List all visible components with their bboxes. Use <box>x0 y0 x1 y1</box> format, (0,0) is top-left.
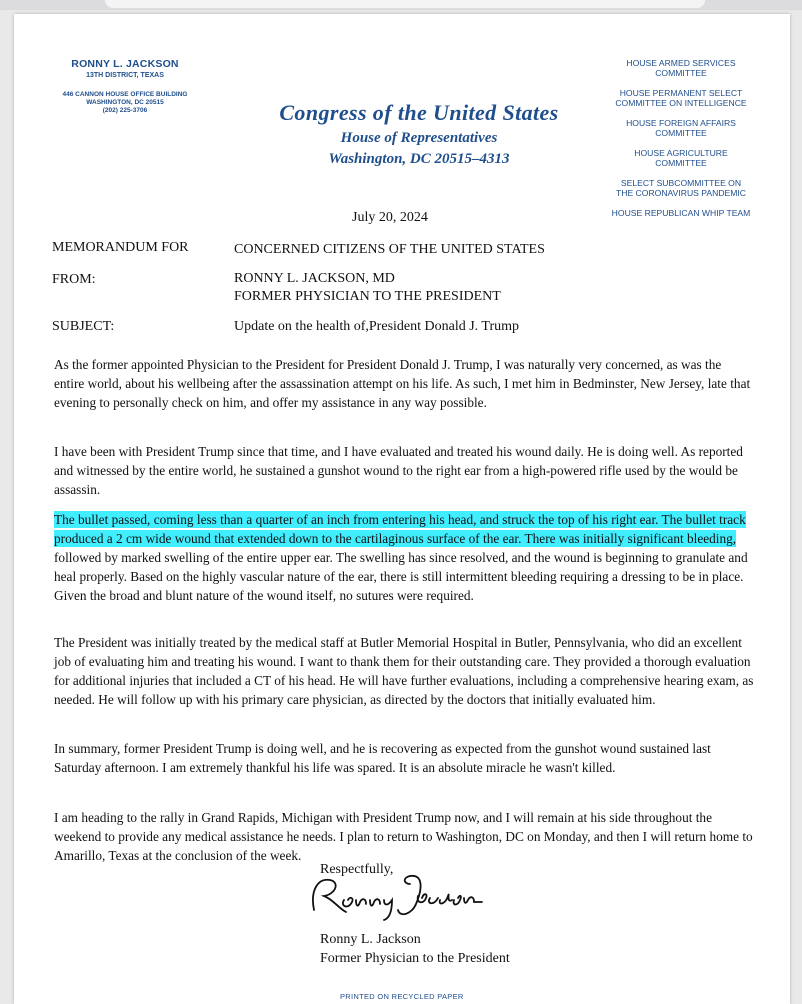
committee-line: HOUSE REPUBLICAN WHIP TEAM <box>611 208 751 218</box>
committee-item <box>592 118 770 138</box>
highlighted-text: The bullet passed, coming less than a quarter of an inch from entering his head, and struck the top of his right ear. The bullet track produced a 2 cm wide wound that extended down to the cartilaginous surface of the ear. There was initially significant bleeding, <box>54 512 746 546</box>
memo-for-value: CONCERNED CITIZENS OF THE UNITED STATES <box>234 242 545 257</box>
committee-line: HOUSE AGRICULTURE <box>634 148 728 158</box>
representative-info <box>50 58 200 115</box>
house-title: House of Representatives <box>340 130 498 146</box>
committee-item <box>592 208 770 218</box>
body-paragraph-6: I am heading to the rally in Grand Rapids, Michigan with President Trump now, and I will remain at his side throughout the weekend to provide any medical assistance he needs. I plan to return to Washington, DC on Monday, and then I will return home to Amarillo, Texas at the conclusion of the week. <box>54 810 753 863</box>
body-paragraph-4: The President was initially treated by the medical staff at Butler Memorial Hospital in Butler, Pennsylvania, who did an excellent job of evaluating him and treating his wound. I want to thank them for their outstanding care. They provided a thorough evaluation for additional injuries that included a CT of his head. He will have further evaluations, including a comprehensive hearing exam, as needed. He will follow up with his primary care physician, as directed by the doctors that initially evaluated him. <box>54 635 754 707</box>
memo-from-name: RONNY L. JACKSON, MD <box>234 271 395 286</box>
committee-item <box>592 88 770 108</box>
congress-title: Congress of the United States <box>279 100 559 125</box>
committee-line: COMMITTEE ON INTELLIGENCE <box>615 98 747 108</box>
committee-list <box>592 58 770 228</box>
address-line: WASHINGTON, DC 20515 <box>86 99 164 106</box>
letterhead-title <box>234 100 604 168</box>
committee-line: THE CORONAVIRUS PANDEMIC <box>615 188 747 198</box>
committee-line: HOUSE PERMANENT SELECT <box>619 88 743 98</box>
committee-line: SELECT SUBCOMMITTEE ON <box>620 178 742 188</box>
closing-respectfully: Respectfully, <box>320 862 394 877</box>
signer-name: Ronny L. Jackson <box>320 932 421 947</box>
body-paragraph-2: I have been with President Trump since that time, and I have evaluated and treated his wound daily. He is doing well. As reported and witnessed by the entire world, he sustained a gunshot wound to the right ear from a high-powered rifle used by the would be assassin. <box>54 444 743 497</box>
office-address <box>50 91 200 115</box>
recycled-paper-note: PRINTED ON RECYCLED PAPER <box>340 992 464 1001</box>
memo-subject-value: Update on the health of,President Donald J. Trump <box>234 319 520 334</box>
representative-district: 13TH DISTRICT, TEXAS <box>86 72 164 79</box>
memo-from-title: FORMER PHYSICIAN TO THE PRESIDENT <box>234 289 501 304</box>
memo-for-label: MEMORANDUM FOR <box>52 240 189 255</box>
handwritten-signature <box>300 870 520 928</box>
screenshot-top-strip <box>0 0 802 10</box>
washington-address: Washington, DC 20515–4313 <box>328 151 510 167</box>
committee-line: COMMITTEE <box>655 158 707 168</box>
paragraph-text: followed by marked swelling of the entire upper ear. The swelling has since resolved, and the wound is beginning to granulate and heal properly. Based on the highly vascular nature of the ear, there is still intermittent bleeding requiring a dressing to be in place. Given the broad and blunt nature of the wound itself, no sutures were required. <box>54 550 748 603</box>
representative-name: RONNY L. JACKSON <box>71 58 179 70</box>
phone-number: (202) 225-3706 <box>102 107 148 114</box>
committee-item <box>592 58 770 78</box>
letter-page <box>14 14 790 1004</box>
body-paragraph-5: In summary, former President Trump is doing well, and he is recovering as expected from the gunshot wound sustained last Saturday afternoon. I am extremely thankful his life was spared. It is an absolute miracle he wasn't killed. <box>54 741 711 775</box>
memo-subject-label: SUBJECT: <box>52 319 115 334</box>
body-paragraph-1: As the former appointed Physician to the President for President Donald J. Trump, I was naturally very concerned, as was the entire world, about his wellbeing after the assassination attempt on his life. As such, I met him in Bedminster, New Jersey, late that evening to personally check on him, and offer my assistance in any way possible. <box>54 357 751 410</box>
address-line: 446 CANNON HOUSE OFFICE BUILDING <box>62 91 188 98</box>
memo-date: July 20, 2024 <box>352 210 428 225</box>
committee-item <box>592 178 770 198</box>
signer-title: Former Physician to the President <box>320 951 510 966</box>
body-paragraph-3 <box>54 510 754 605</box>
committee-line: COMMITTEE <box>655 68 707 78</box>
committee-line: COMMITTEE <box>655 128 707 138</box>
committee-line: HOUSE ARMED SERVICES <box>626 58 736 68</box>
browser-tab-edge <box>105 0 705 8</box>
committee-line: HOUSE FOREIGN AFFAIRS <box>626 118 736 128</box>
memo-from-label: FROM: <box>52 272 96 287</box>
committee-item <box>592 148 770 168</box>
